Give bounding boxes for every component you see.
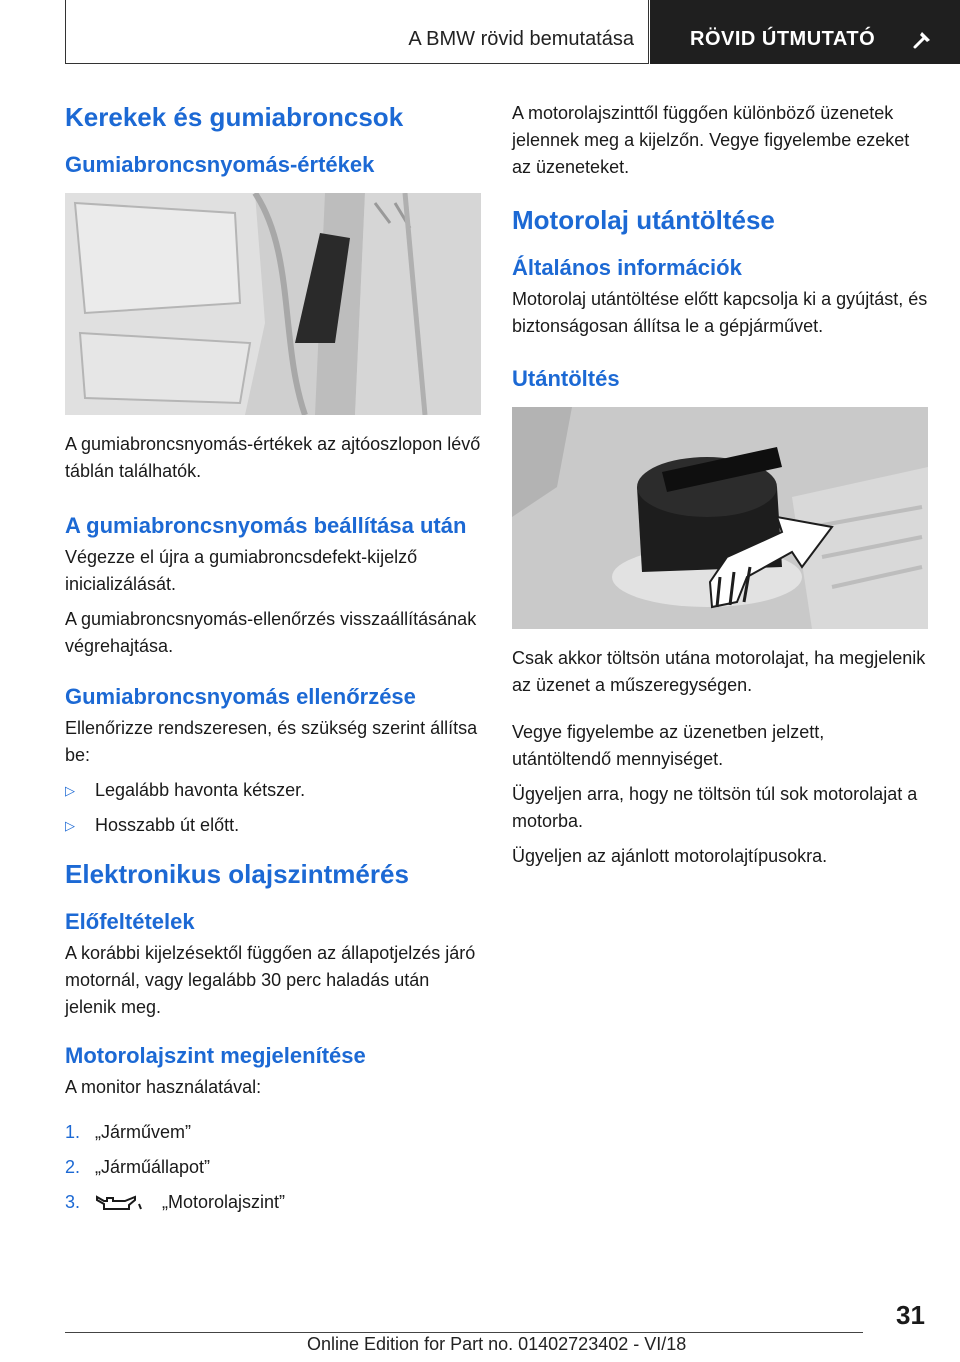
wrench-icon <box>912 28 934 50</box>
paragraph-refill-when: Csak akkor töltsön utána motorolajat, ha megjelenik az üzenet a műszeregységen. <box>512 648 926 695</box>
right-column <box>512 100 928 878</box>
heading-prerequisites: Előfeltételek <box>65 909 195 934</box>
paragraph-refill-overfill: Ügyeljen arra, hogy ne töltsön túl sok motorolajat a motorba. <box>512 784 918 831</box>
step-text: „Motorolajszint” <box>162 1192 286 1212</box>
heading-oil-refill: Motorolaj utántöltése <box>512 205 775 235</box>
paragraph-refill-amount: Vegye figyelembe az üzenetben jelzett, utántöltendő mennyiséget. <box>512 722 825 769</box>
footer-divider <box>65 1332 863 1333</box>
step-item <box>65 1189 481 1216</box>
header-chapter-box <box>650 0 960 64</box>
header-section-title: A BMW rövid bemutatása <box>408 28 634 50</box>
list-item-text: Legalább havonta kétszer. <box>95 780 306 800</box>
heading-after-setting: A gumiabroncsnyomás beállítása után <box>65 513 467 538</box>
heading-general-info: Általános információk <box>512 255 742 280</box>
oil-cap-photo <box>512 407 928 629</box>
caption-pressure-label: A gumiabroncsnyomás-értékek az ajtóoszlopon lévő táblán találhatók. <box>65 434 481 481</box>
paragraph-oil-messages: A motorolajszinttől függően különböző üzenetek jelennek meg a kijelzőn. Vegye figyelembe ezeket az üzeneteket. <box>512 103 910 177</box>
check-list <box>65 777 481 839</box>
heading-pressure-check: Gumiabroncsnyomás ellenőrzése <box>65 684 416 709</box>
step-item <box>65 1154 481 1181</box>
step-item <box>65 1119 481 1146</box>
step-text: „Járművem” <box>95 1122 192 1142</box>
heading-tires: Kerekek és gumiabroncsok <box>65 102 404 132</box>
heading-pressure-values: Gumiabroncsnyomás-értékek <box>65 152 375 177</box>
footer-edition: Online Edition for Part no. 01402723402 - VI/18 <box>307 1334 687 1354</box>
left-column <box>65 100 481 1226</box>
paragraph-refill-types: Ügyeljen az ajánlott motorolajtípusokra. <box>512 846 828 866</box>
oil-can-icon <box>95 1194 145 1212</box>
paragraph-check: Ellenőrizze rendszeresen, és szükség szerint állítsa be: <box>65 718 478 765</box>
paragraph-display: A monitor használatával: <box>65 1077 262 1097</box>
heading-oil-measurement: Elektronikus olajszintmérés <box>65 859 409 889</box>
list-item <box>65 777 481 804</box>
list-item-text: Hosszabb út előtt. <box>95 815 240 835</box>
heading-refilling: Utántöltés <box>512 366 620 391</box>
door-pillar-photo <box>65 193 481 415</box>
step-number: 3. <box>65 1192 81 1212</box>
triangle-right-icon: ▷ <box>65 783 75 798</box>
paragraph-reset: A gumiabroncsnyomás-ellenőrzés visszaállításának végrehajtása. <box>65 609 477 656</box>
step-text: „Járműállapot” <box>95 1157 211 1177</box>
list-item <box>65 812 481 839</box>
heading-oil-display: Motorolajszint megjelenítése <box>65 1043 366 1068</box>
page-number: 31 <box>896 1300 925 1330</box>
paragraph-prerequisites: A korábbi kijelzésektől függően az állapotjelzés járó motornál, vagy legalább 30 perc haladás után jelenik meg. <box>65 943 476 1017</box>
step-number: 2. <box>65 1157 81 1177</box>
triangle-right-icon: ▷ <box>65 818 75 833</box>
steps-list <box>65 1119 481 1216</box>
header-chapter-title: RÖVID ÚTMUTATÓ <box>690 28 876 50</box>
header-section-box <box>65 0 649 64</box>
step-number: 1. <box>65 1122 81 1142</box>
paragraph-reinit: Végezze el újra a gumiabroncsdefekt-kijelző inicializálását. <box>65 547 418 594</box>
paragraph-general: Motorolaj utántöltése előtt kapcsolja ki a gyújtást, és biztonságosan állítsa le a gépjárművet. <box>512 289 928 336</box>
